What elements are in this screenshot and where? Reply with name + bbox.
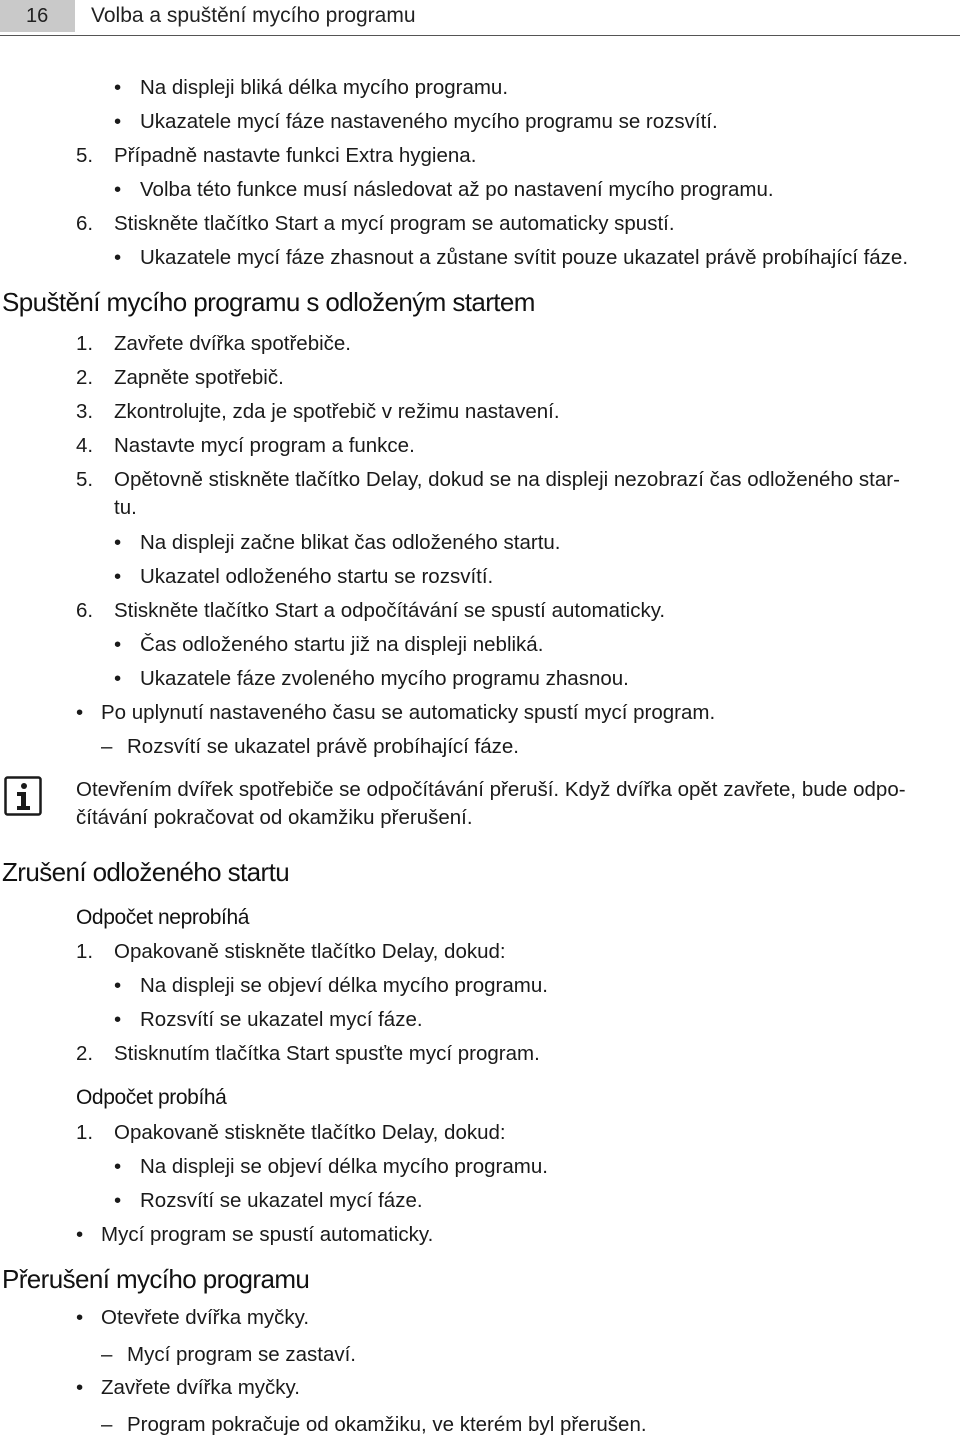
interrupt-bullet-2: Zavřete dvířka myčky. <box>101 1376 300 1399</box>
section-heading-cancel: Zrušení odloženého startu <box>2 857 290 887</box>
step-number: 4. <box>76 434 94 457</box>
cancel-a-step-1: Opakovaně stiskněte tlačítko Delay, dokud: <box>114 940 506 963</box>
step-number: 3. <box>76 400 94 423</box>
intro-bullet-2: Ukazatele mycí fáze nastaveného mycího programu se rozsvítí. <box>140 110 718 133</box>
step-number: 1. <box>76 332 94 355</box>
bullet-marker: • <box>76 701 84 724</box>
delayed-step-2: Zapněte spotřebič. <box>114 366 284 389</box>
delayed-step-4: Nastavte mycí program a funkce. <box>114 434 415 457</box>
note-text-line-1: Otevřením dvířek spotřebiče se odpočítávání přeruší. Když dvířka opět zavřete, bude odpo- <box>76 778 906 801</box>
header-divider <box>0 35 960 36</box>
page-title: Volba a spuštění mycího programu <box>91 4 416 27</box>
step-number: 1. <box>76 940 94 963</box>
intro-bullet-4: Ukazatele mycí fáze zhasnout a zůstane svítit pouze ukazatel právě probíhající fáze. <box>140 246 909 269</box>
step-number: 5. <box>76 468 94 491</box>
delayed-step-6-bullet-1: Čas odloženého startu již na displeji nebliká. <box>140 633 544 656</box>
delayed-step-5-continuation: tu. <box>114 496 137 519</box>
interrupt-sub-2: Program pokračuje od okamžiku, ve kterém byl přerušen. <box>127 1413 647 1436</box>
delayed-after-sub: Rozsvítí se ukazatel právě probíhající fáze. <box>127 735 519 758</box>
interrupt-bullet-1: Otevřete dvířka myčky. <box>101 1306 310 1329</box>
cancel-a-bullet-1: Na displeji se objeví délka mycího programu. <box>140 974 548 997</box>
page-number: 16 <box>0 0 75 32</box>
interrupt-sub-1: Mycí program se zastaví. <box>127 1343 356 1366</box>
bullet-marker: • <box>114 667 122 690</box>
bullet-marker: • <box>114 633 122 656</box>
cancel-b-after: Mycí program se spustí automaticky. <box>101 1223 434 1246</box>
note-text-line-2: čítávání pokračovat od okamžiku přerušení. <box>76 806 473 829</box>
cancel-a-step-2: Stisknutím tlačítka Start spusťte mycí program. <box>114 1042 540 1065</box>
bullet-marker: • <box>114 1189 122 1212</box>
subheading-not-running: Odpočet neprobíhá <box>76 906 250 929</box>
bullet-marker: • <box>114 1155 122 1178</box>
delayed-step-3: Zkontrolujte, zda je spotřebič v režimu nastavení. <box>114 400 560 423</box>
delayed-step-6: Stiskněte tlačítko Start a odpočítávání se spustí automaticky. <box>114 599 666 622</box>
intro-step-6: Stiskněte tlačítko Start a mycí program se automaticky spustí. <box>114 212 675 235</box>
delayed-step-5: Opětovně stiskněte tlačítko Delay, dokud se na displeji nezobrazí čas odloženého star- <box>114 468 900 491</box>
step-number: 2. <box>76 366 94 389</box>
step-number: 1. <box>76 1121 94 1144</box>
delayed-after-bullet: Po uplynutí nastaveného času se automaticky spustí mycí program. <box>101 701 716 724</box>
bullet-marker: • <box>114 531 122 554</box>
info-icon <box>4 776 42 816</box>
cancel-b-step-1: Opakovaně stiskněte tlačítko Delay, dokud: <box>114 1121 506 1144</box>
dash-marker: – <box>101 1413 113 1436</box>
section-heading-delayed-start: Spuštění mycího programu s odloženým startem <box>2 287 535 317</box>
step-number: 6. <box>76 212 94 235</box>
bullet-marker: • <box>76 1223 84 1246</box>
delayed-step-6-bullet-2: Ukazatele fáze zvoleného mycího programu zhasnou. <box>140 667 629 690</box>
bullet-marker: • <box>114 1008 122 1031</box>
cancel-b-bullet-1: Na displeji se objeví délka mycího programu. <box>140 1155 548 1178</box>
bullet-marker: • <box>76 1306 84 1329</box>
delayed-step-1: Zavřete dvířka spotřebiče. <box>114 332 351 355</box>
subheading-running: Odpočet probíhá <box>76 1086 227 1109</box>
bullet-marker: • <box>76 1376 84 1399</box>
bullet-marker: • <box>114 110 122 133</box>
bullet-marker: • <box>114 178 122 201</box>
bullet-marker: • <box>114 974 122 997</box>
step-number: 2. <box>76 1042 94 1065</box>
dash-marker: – <box>101 735 113 758</box>
bullet-marker: • <box>114 246 122 269</box>
intro-step-5: Případně nastavte funkci Extra hygiena. <box>114 144 477 167</box>
step-number: 6. <box>76 599 94 622</box>
intro-bullet-1: Na displeji bliká délka mycího programu. <box>140 76 509 99</box>
bullet-marker: • <box>114 76 122 99</box>
dash-marker: – <box>101 1343 113 1366</box>
step-number: 5. <box>76 144 94 167</box>
cancel-b-bullet-2: Rozsvítí se ukazatel mycí fáze. <box>140 1189 423 1212</box>
intro-bullet-3: Volba této funkce musí následovat až po nastavení mycího programu. <box>140 178 774 201</box>
cancel-a-bullet-2: Rozsvítí se ukazatel mycí fáze. <box>140 1008 423 1031</box>
section-heading-interrupt: Přerušení mycího programu <box>2 1264 310 1294</box>
page-header <box>0 0 960 36</box>
bullet-marker: • <box>114 565 122 588</box>
delayed-step-5-bullet-2: Ukazatel odloženého startu se rozsvítí. <box>140 565 494 588</box>
delayed-step-5-bullet-1: Na displeji začne blikat čas odloženého startu. <box>140 531 561 554</box>
